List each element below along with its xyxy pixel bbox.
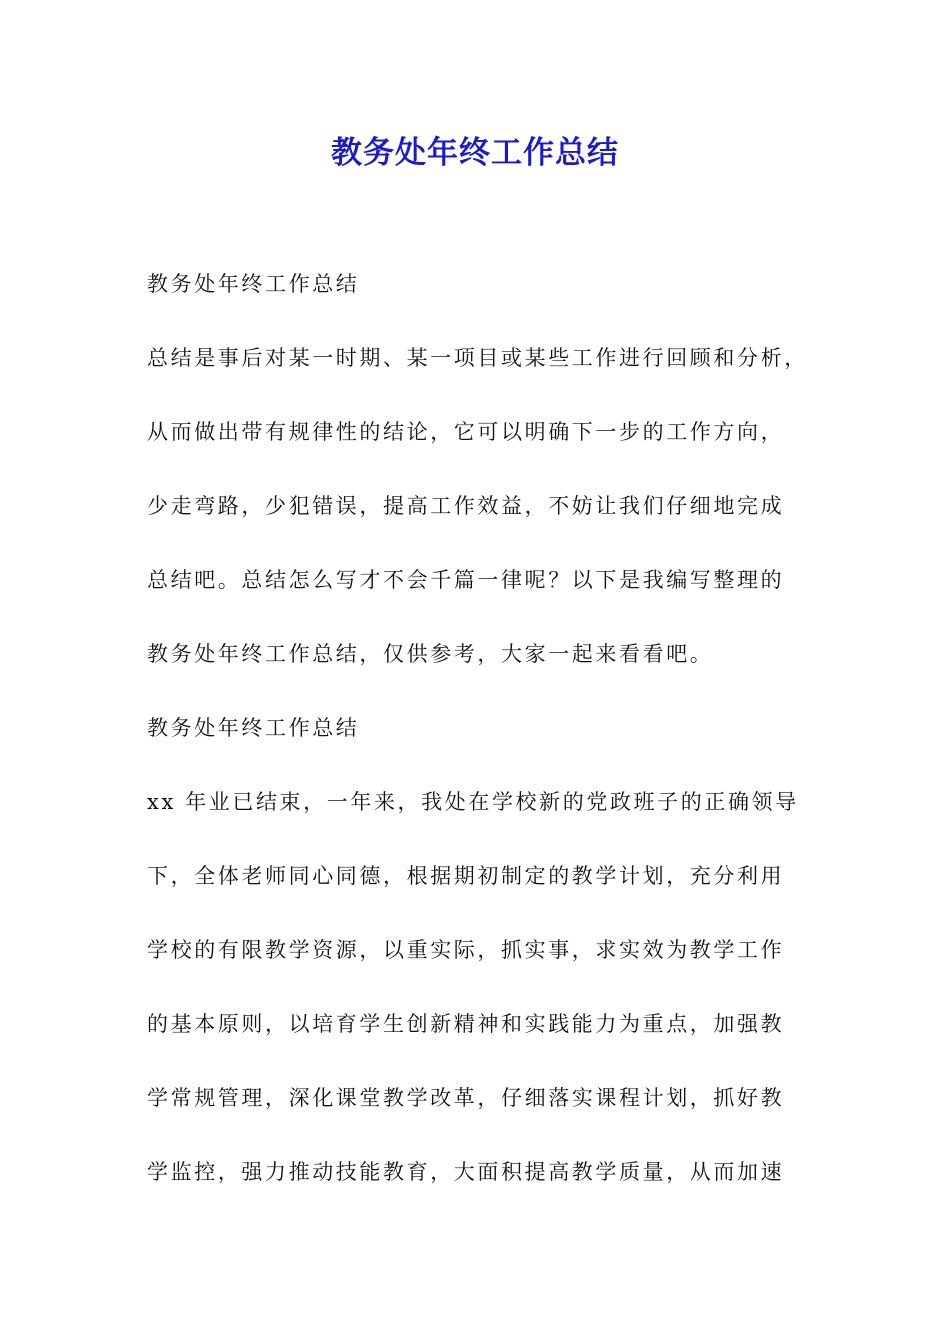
body-line: 教务处年终工作总结 [147, 272, 360, 296]
document-body [147, 264, 812, 1226]
body-line: 学常规管理，深化课堂教学改革，仔细落实课程计划，抓好教 [147, 1086, 785, 1110]
body-line: 学校的有限教学资源，以重实际，抓实事，求实效为教学工作 [147, 938, 785, 962]
body-line: 下，全体老师同心同德，根据期初制定的教学计划，充分利用 [147, 864, 785, 888]
body-line: 教务处年终工作总结 [147, 716, 360, 740]
body-line: 从而做出带有规律性的结论，它可以明确下一步的工作方向， [147, 420, 785, 444]
body-line: 的基本原则，以培育学生创新精神和实践能力为重点，加强教 [147, 1012, 785, 1036]
body-line: xx 年业已结束，一年来，我处在学校新的党政班子的正确领导 [147, 790, 799, 814]
body-line: 总结是事后对某一时期、某一项目或某些工作进行回顾和分析， [147, 346, 808, 370]
body-line: 学监控，强力推动技能教育，大面积提高教学质量，从而加速 [147, 1160, 785, 1184]
document-title: 教务处年终工作总结 [331, 135, 619, 171]
body-line: 教务处年终工作总结，仅供参考，大家一起来看看吧。 [147, 642, 714, 666]
body-line: 总结吧。总结怎么写才不会千篇一律呢？以下是我编写整理的 [147, 568, 785, 592]
body-line: 少走弯路，少犯错误，提高工作效益，不妨让我们仔细地完成 [147, 494, 785, 518]
